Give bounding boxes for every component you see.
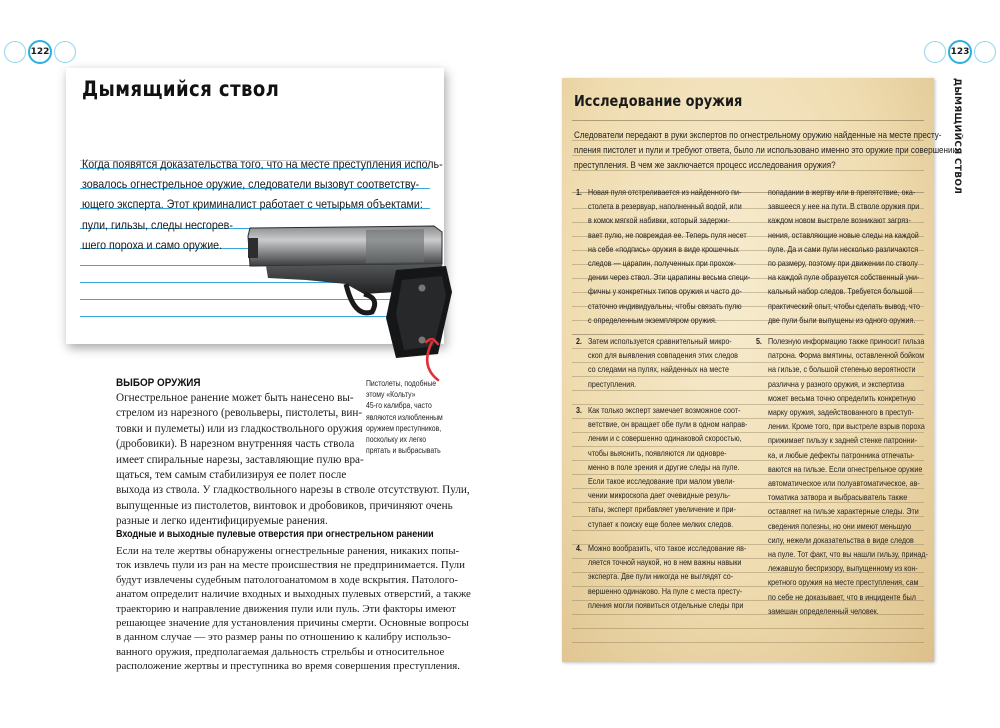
- list-item: [575, 541, 747, 612]
- item-line: Затем используется сравнительный микро-: [588, 336, 732, 346]
- subsection-heading: Входные и выходные пулевые отверстия при огнестрельном ранении: [116, 529, 434, 540]
- item-line: нения, оставляющие новые следы на каждой: [768, 229, 919, 240]
- item-line: сведения полезны, но они имеют меньшую: [768, 520, 912, 531]
- section-body: [116, 391, 470, 530]
- body-line: траекторию и направление движения пули или пуль. Эти факторы имеют: [116, 602, 456, 615]
- item-line: оставляет на гильзе характерные следы. Эти: [768, 506, 919, 517]
- item-line: ка, и любые дефекты патронника отпечаты-: [768, 449, 915, 460]
- item-line: пуле. Да и сами пули несколько различаются: [768, 243, 919, 254]
- body-line: решающее значение для установления причины смерти. Основные вопросы: [116, 617, 469, 630]
- item-line: по размеру, поэтому при движении по стволу: [768, 258, 918, 269]
- body-line: товки и пулеметы) или из гладкоствольного оружия: [116, 422, 363, 435]
- item-line: на гильзе, с большой степенью вероятности: [768, 364, 916, 375]
- item-line: на пуле. Тот факт, что вы нашли гильзу, принад-: [768, 549, 928, 560]
- body-line: ток извлечь пули из ран на месте происшествия не предпринимается. Пули: [116, 559, 465, 572]
- body-line: будут извлечены судебным патологоанатомом в ходе вскрытия. Патолого-: [116, 573, 459, 586]
- item-line: столета в резервуар, наполненный водой, или: [588, 201, 742, 212]
- item-line: прижимает гильзу к задней стенке патронни-: [768, 435, 917, 446]
- list-item: [575, 334, 738, 391]
- body-line: ванного оружия, предполагаемая дальность стрельбы и относительное: [116, 645, 445, 658]
- body-line: стрелом из нарезного (револьверы, пистолеты, вин-: [116, 407, 363, 420]
- body-line: расположение жертвы и преступника во время совершения преступления.: [116, 660, 461, 673]
- item-line: марку оружия, задействованного в преступ-: [768, 407, 914, 418]
- item-line: вает пулю, не повреждая ее. Теперь пуля несет: [588, 229, 747, 240]
- item-line: лении. Кроме того, при выстреле взрыв пороха: [768, 421, 925, 432]
- body-line: выхода из ствола. У гладкоствольного нарезы в стволе отсутствуют. Пули,: [116, 484, 470, 497]
- item-line: следов — царапин, полученных при прохож-: [588, 258, 737, 269]
- caption-line: являются излюбленным: [366, 412, 443, 422]
- item-line: менно в поле зрения и другие следы на пуле.: [588, 461, 740, 472]
- item-line: скоп для выявления совпадения этих следов: [588, 350, 738, 361]
- item-line: фичны у конкретных типов оружия и часто до-: [588, 286, 742, 297]
- list-item: [755, 334, 928, 618]
- list-item-continued: [768, 185, 920, 327]
- card-line: Когда появятся доказательства того, что на месте преступления исполь-: [82, 157, 443, 171]
- body-line: Если на теле жертвы обнаружены огнестрельные ранения, никаких попы-: [116, 545, 460, 557]
- page-number-marker-left: [4, 40, 76, 64]
- item-line: преступления.: [588, 378, 637, 389]
- item-line: завшееся у нее на пути. В стволе оружия при: [768, 201, 920, 212]
- body-line: Огнестрельное ранение может быть нанесено вы-: [116, 392, 354, 404]
- item-line: со следами на пулях, найденных на месте: [588, 364, 729, 375]
- item-line: различна у разного оружия, и экспертиза: [768, 378, 905, 389]
- item-line: таты, эксперт прибавляет увеличение и при-: [588, 504, 736, 515]
- item-line: чении микроскопа дает очевидные резуль-: [588, 490, 731, 501]
- item-line: Новая пуля отстреливается из найденного пи-: [588, 187, 742, 197]
- item-line: замешан определенный человек.: [768, 605, 879, 616]
- item-line: Как только эксперт замечает возможное соот-: [588, 405, 741, 415]
- intro-text: [574, 127, 958, 173]
- item-number: 1.: [575, 187, 582, 197]
- item-line: в комок мягкой набивки, который задержи-: [588, 215, 730, 226]
- item-line: на каждой пуле образуется собственный уни-: [768, 272, 920, 283]
- item-line: вершенно одинаково. На пуле с места престу-: [588, 585, 743, 596]
- body-line: разные и легко идентифицируемые ранения.: [116, 515, 328, 528]
- item-line: дении через ствол. Эти царапины весьма специ-: [588, 272, 751, 283]
- item-line: с определенным экземпляром оружия.: [588, 314, 717, 325]
- section-heading: ВЫБОР ОРУЖИЯ: [116, 377, 201, 389]
- item-number: 3.: [575, 405, 582, 415]
- item-line: ляется точной наукой, но в нем важны навыки: [588, 557, 742, 568]
- caption-line: 45-го калибра, часто: [366, 401, 432, 411]
- page-number: 123: [948, 40, 972, 64]
- item-line: патрона. Форма вмятины, оставленной бойком: [768, 350, 925, 361]
- item-line: кретного оружия на месте преступления, сам: [768, 577, 919, 588]
- caption-line: Пистолеты, подобные: [366, 379, 437, 388]
- item-line: на себе «подпись» оружия в виде крошечных: [588, 243, 739, 254]
- card-line: зовалось огнестрельное оружие, следователи вызовут соответству-: [82, 177, 420, 192]
- subsection-body: [116, 544, 471, 674]
- body-line: анатом определит наличие входных и выходных пулевых отверстий, а также: [116, 588, 471, 601]
- item-line: лежавшую беспризору, выпущенному из кон-: [768, 563, 918, 574]
- intro-line: Следователи передают в руки экспертов по огнестрельному оружию найденные на месте престу-: [574, 129, 942, 140]
- intro-line: преступления. В чем же заключается процесс исследования оружия?: [574, 159, 836, 171]
- item-number: 2.: [575, 336, 582, 346]
- item-line: может весьма точно определить конкретную: [768, 392, 916, 403]
- item-line: ступает к поиску еще более мелких следов.: [588, 518, 734, 529]
- page-circle-decoration: [924, 41, 946, 63]
- item-line: две пули были выпущены из одного оружия.: [768, 314, 916, 325]
- item-line: чтобы выяснить, появляются ли одновре-: [588, 447, 727, 458]
- item-line: ваются на гильзе. Если огнестрельное оружие: [768, 463, 923, 474]
- running-title-text: ДЫМЯЩИЙСЯ СТВОЛ: [952, 78, 962, 195]
- running-title: [952, 78, 964, 195]
- page-circle-decoration: [974, 41, 996, 63]
- page-number-marker-right: [924, 40, 996, 64]
- item-number: 4.: [575, 543, 582, 553]
- item-line: автоматическое или полуавтоматическое, ав-: [768, 478, 920, 489]
- list-item: [575, 185, 751, 327]
- card-line: пули, гильзы, следы несгорев-: [82, 217, 233, 232]
- page-circle-decoration: [4, 41, 26, 63]
- item-line: силу, нежели доказательства в виде следов: [768, 534, 914, 545]
- card-line: шего пороха и само оружие.: [82, 237, 223, 252]
- item-line: статочно индивидуальны, чтобы связать пулю: [588, 300, 742, 311]
- body-line: в данном случае — это размер раны по отношению к калибру использо-: [116, 631, 451, 644]
- item-line: кальный набор следов. Требуется большой: [768, 286, 913, 297]
- intro-line: пления пистолет и пули и требуют ответа, было ли использовано именно это оружие при совершении: [574, 144, 958, 156]
- item-line: по себе не доказывает, что в инциденте был: [768, 591, 916, 602]
- card-line: ющего эксперта. Этот криминалист работает с четырьмя объектами:: [82, 197, 423, 212]
- body-line: имеет спиральные нарезы, заставляющие пулю вра-: [116, 453, 364, 466]
- item-line: Если такое исследование при малом увели-: [588, 476, 735, 487]
- item-number: 5.: [755, 336, 762, 346]
- section-title: Исследование оружия: [574, 92, 743, 110]
- item-line: Можно вообразить, что такое исследование яв-: [588, 543, 747, 553]
- list-item: [575, 403, 748, 531]
- page-number: 122: [28, 40, 52, 64]
- item-line: попадании в жертву или в препятствие, ока-: [768, 187, 916, 197]
- item-line: Полезную информацию также приносит гильза: [768, 336, 925, 346]
- caption-line: оружием преступников,: [366, 423, 442, 433]
- caption-line: прятать и выбрасывать: [366, 446, 441, 456]
- caption-line: этому «Кольту»: [366, 390, 416, 400]
- body-line: щаться, тем самым стабилизируя ее полет после: [116, 469, 347, 482]
- item-line: лении и с совершенно одинаковой скоростью,: [588, 433, 742, 444]
- page-title: Дымящийся ствол: [82, 77, 280, 101]
- item-line: практический опыт, чтобы сделать вывод, что: [768, 300, 920, 311]
- caption-line: поскольку их легко: [366, 435, 427, 445]
- item-line: эксперта. Две пули никогда не выглядят со-: [588, 571, 734, 582]
- page-circle-decoration: [54, 41, 76, 63]
- body-line: выпущенные из пистолетов, винтовок и дробовиков, причиняют очень: [116, 499, 453, 512]
- body-line: (дробовики). В нарезном внутренняя часть ствола: [116, 438, 355, 451]
- item-line: пления могли появиться отдельные следы при: [588, 599, 744, 610]
- item-line: ветствие, он вращает обе пули в одном направ-: [588, 419, 748, 430]
- item-line: каждом новом выстреле возникают загряз-: [768, 215, 911, 226]
- item-line: томатика затвора и выбрасыватель также: [768, 492, 908, 503]
